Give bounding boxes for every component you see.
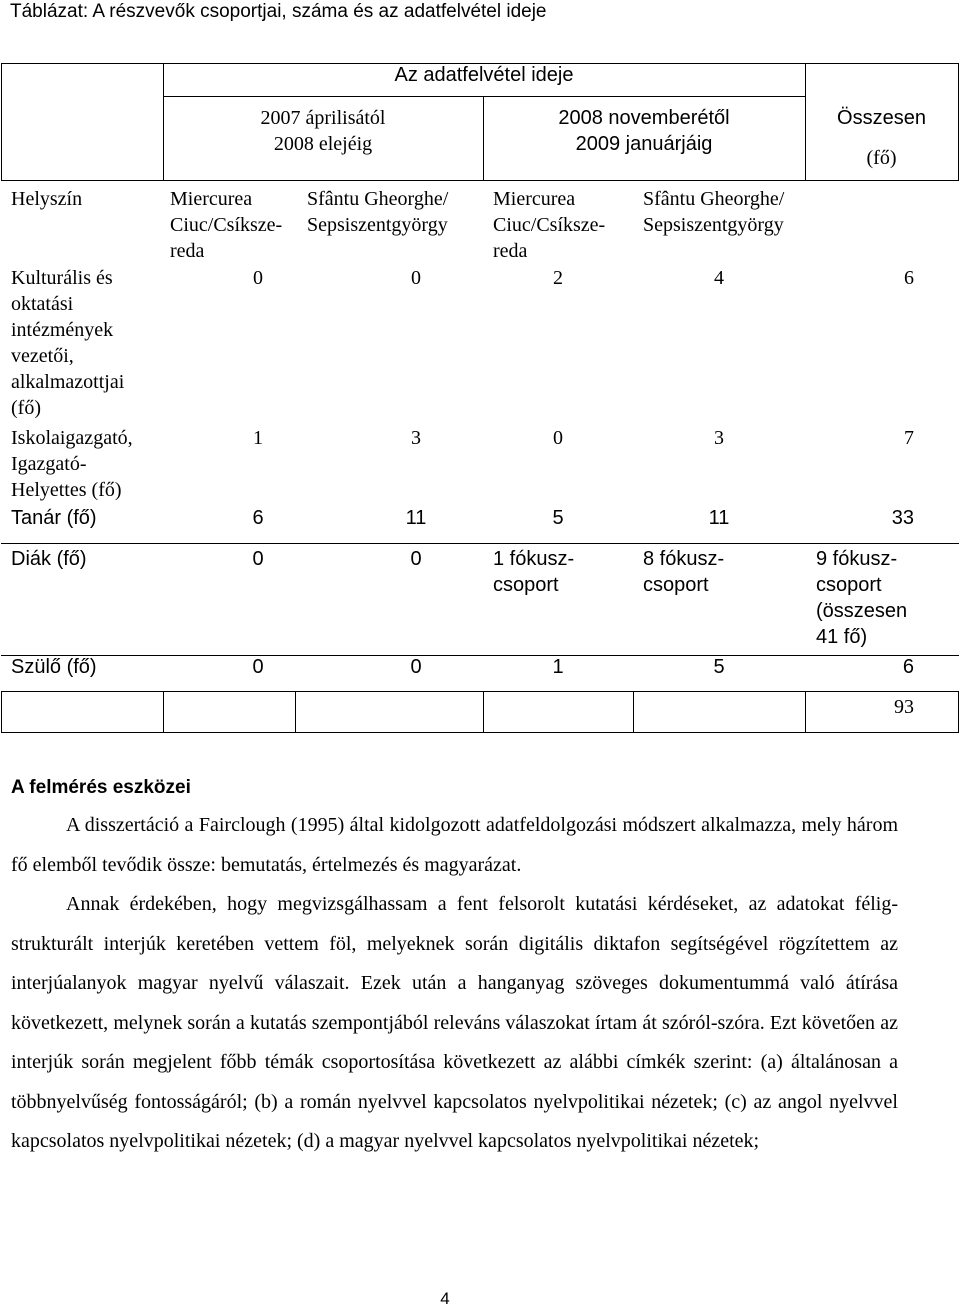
header-period-2: 2008 novemberétől 2009 januárjáig [558,107,730,155]
row-2-total: 7 [904,427,914,449]
total-row-top-border [1,691,959,692]
header-total: Összesen [837,107,926,129]
diak-row-top-border [1,543,959,544]
row-2-value-1: 1 [253,427,263,449]
row-label-4: Diák (fő) [11,548,87,570]
location-col-4: Sfântu Gheorghe/ Sepsiszentgyörgy [643,188,785,236]
page-number: 4 [440,1289,450,1308]
total-row-divider-3 [483,691,484,733]
row-5-value-4: 5 [713,656,725,678]
table-right-border-header [958,63,959,180]
row-4-value-2: 0 [410,548,422,570]
paragraph-1: A disszertáció a Fairclough (1995) által kidolgozott adatfeldolgozási módszert alkalmazza, mely három fő elemből tevődik össze: bemutatás, értelmezés és magyarázat. [11,814,898,876]
grand-total: 93 [894,696,914,718]
location-col-2: Sfântu Gheorghe/ Sepsiszentgyörgy [307,188,449,236]
header-period-group: Az adatfelvétel ideje [394,64,574,86]
period-divider-horizontal [163,96,805,97]
total-row-divider-5 [805,691,806,733]
row-3-value-3: 5 [552,507,564,529]
row-2-value-4: 3 [714,427,724,449]
row-4-value-4: 8 fókusz- csoport [643,548,725,596]
table-left-border-header [1,63,2,180]
row-5-value-2: 0 [410,656,422,678]
location-col-1: Miercurea Ciuc/Csíksze- reda [170,188,283,262]
row-1-value-4: 4 [714,267,724,289]
header-period-1: 2007 áprilisától 2008 elejéig [260,107,386,155]
row-1-total: 6 [904,267,914,289]
row-2-value-3: 0 [553,427,563,449]
row-5-total: 6 [902,656,914,678]
total-row-left-border [1,691,2,733]
row-label-1: Kulturális és oktatási intézmények vezetői, alkalmazottjai (fő) [11,267,125,419]
row-3-value-2: 11 [405,507,427,529]
total-row-divider-2 [295,691,296,733]
row-4-value-1: 0 [252,548,264,570]
total-row-divider-1 [163,691,164,733]
row-label-5: Szülő (fő) [11,656,97,678]
location-col-3: Miercurea Ciuc/Csíksze- reda [493,188,606,262]
row-1-value-1: 0 [253,267,263,289]
row-4-total: 9 fókusz- csoport (összesen 41 fő) [816,548,908,648]
row-1-value-3: 2 [553,267,563,289]
row-label-2: Iskolaigazgató, Igazgató- Helyettes (fő) [11,427,133,501]
location-label: Helyszín [11,188,83,210]
diak-row-bottom-border [1,655,959,656]
row-3-value-1: 6 [252,507,264,529]
header-bottom-border [1,180,959,181]
header-total-unit: (fő) [866,147,897,169]
row-3-value-4: 11 [708,507,730,529]
section-heading: A felmérés eszközei [11,777,191,798]
total-row-divider-4 [633,691,634,733]
row-5-value-1: 0 [252,656,264,678]
row-3-total: 33 [891,507,914,529]
total-row-right-border [958,691,959,733]
row-1-value-2: 0 [411,267,421,289]
row-label-3: Tanár (fő) [11,507,97,529]
row-5-value-3: 1 [552,656,564,678]
row-4-value-3: 1 fókusz- csoport [493,548,575,596]
paragraph-2: Annak érdekében, hogy megvizsgálhassam a fent felsorolt kutatási kérdéseket, az adatokat félig-strukturált interjúk keretében vettem föl, melyeknek során digitális diktafon segítségével rögzítettem az interjúalanyok magyar nyelvű válaszait. Ezek után a hanganyag szöveges dokumentummá való átírása következett, melynek során a kutatás szempontjából releváns válaszokat írtam át szóról-szóra. Ezt követően az interjúk során megjelent főbb témák csoportosítása következett az alábbi címkék szerint: (a) általánosan a többnyelvűség fontosságáról; (b) a román nyelvvel kapcsolatos nyelvpolitikai nézetek; (c) az angol nyelvvel kapcsolatos nyelvpolitikai nézetek; (d) a magyar nyelvvel kapcsolatos nyelvpolitikai nézetek; [11,893,898,1152]
table-caption: Táblázat: A részvevők csoportjai, száma és az adatfelvétel ideje [10,1,547,22]
total-row-bottom-border [1,732,959,733]
row-2-value-2: 3 [411,427,421,449]
